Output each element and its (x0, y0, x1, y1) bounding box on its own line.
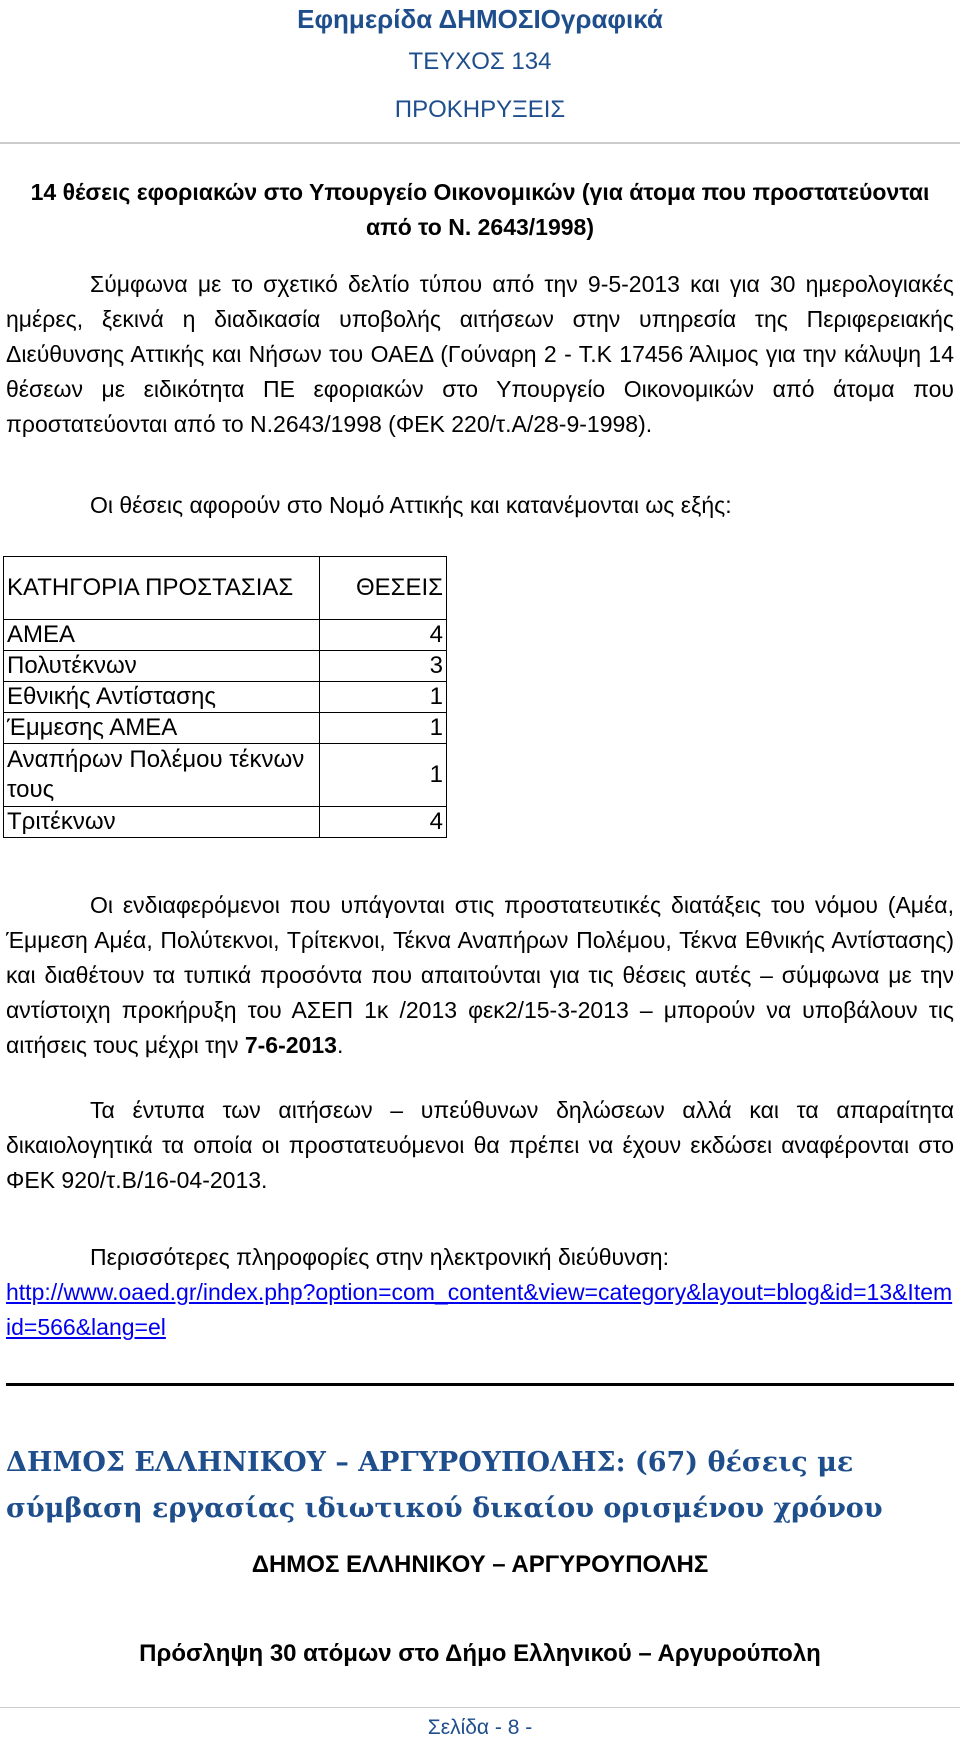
article2-subtitle: ΔΗΜΟΣ ΕΛΛΗΝΙΚΟΥ – ΑΡΓΥΡΟΥΠΟΛΗΣ (251, 1551, 709, 1578)
table-row (4, 713, 447, 744)
row-positions: 4 (320, 620, 447, 651)
header-category: ΚΑΤΗΓΟΡΙΑ ΠΡΟΣΤΑΣΙΑΣ (4, 557, 320, 620)
more-info-text: Περισσότερες πληροφορίες στην ηλεκτρονική διεύθυνση: (90, 1244, 669, 1270)
table-header-row (4, 557, 447, 620)
row-positions: 3 (320, 651, 447, 682)
table-row (4, 682, 447, 713)
deadline-date: 7-6-2013 (244, 1032, 337, 1058)
row-positions: 1 (320, 682, 447, 713)
oaed-link[interactable]: http://www.oaed.gr/index.php?option=com_content&view=category&layout=blog&id=13&Itemid=566&lang=el (6, 1279, 953, 1340)
table-row (4, 807, 447, 838)
issue-number: ΤΕΥΧΟΣ 134 (408, 48, 552, 75)
table-row (4, 651, 447, 682)
table-row (4, 744, 447, 807)
section-name: ΠΡΟΚΗΡΥΞΕΙΣ (394, 96, 566, 123)
distribution-text: Οι θέσεις αφορούν στο Νομό Αττικής και κατανέμονται ως εξής: (90, 492, 732, 518)
table-row (4, 620, 447, 651)
article2-hiring-line: Πρόσληψη 30 ατόμων στο Δήμο Ελληνικού – Αργυρούπολη (139, 1640, 821, 1667)
forms-text: Τα έντυπα των αιτήσεων – υπεύθυνων δηλώσεων αλλά και τα απαραίτητα δικαιολογητικά τα οποία οι προστατευόμενοι θα πρέπει να έχουν εκδώσει αναφέρονται στο ΦΕΚ 920/τ.Β/16-04-2013. (6, 1097, 954, 1193)
footer-divider (0, 1707, 960, 1708)
positions-table (3, 556, 447, 838)
article1-title: 14 θέσεις εφοριακών στο Υπουργείο Οικονομικών (για άτομα που προστατεύονται από το Ν. 2643/1998) (30, 179, 930, 240)
article2-title: ΔΗΜΟΣ ΕΛΛΗΝΙΚΟΥ – ΑΡΓΥΡΟΥΠΟΛΗΣ: (67) θέσεις με σύμβαση εργασίας ιδιωτικού δικαίου ορισμένου χρόνου (6, 1447, 883, 1524)
header-divider (0, 142, 960, 144)
deadline-suffix: . (336, 1032, 344, 1058)
row-category: Πολυτέκνων (4, 651, 320, 682)
page-number: Σελίδα - 8 - (427, 1716, 533, 1739)
eligibility-body: Οι ενδιαφερόμενοι που υπάγονται στις προστατευτικές διατάξεις του νόμου (Αμέα, Έμμεση Αμέα, Πολύτεκνοι, Τρίτεκνοι, Τέκνα Αναπήρων Πολέμου, Τέκνα Εθνικής Αντίστασης) και διαθέτουν τα τυπικά προσόντα που απαιτούνται για τις θέσεις αυτές – σύμφωνα με την αντίστοιχη προκήρυξη του ΑΣΕΠ 1κ /2013 φεκ2/15-3-2013 – μπορούν να υποβάλουν τις αιτήσεις τους μέχρι την (6, 892, 954, 1058)
row-positions: 1 (320, 744, 447, 807)
row-category: Εθνικής Αντίστασης (4, 682, 320, 713)
section-separator (6, 1383, 954, 1386)
row-category: Αναπήρων Πολέμου τέκνων τους (4, 744, 320, 807)
header-positions: ΘΕΣΕΙΣ (320, 557, 447, 620)
row-positions: 4 (320, 807, 447, 838)
publication-title: Εφημερίδα ΔΗΜΟΣΙΟγραφικά (297, 4, 663, 34)
row-category: Έμμεσης ΑΜΕΑ (4, 713, 320, 744)
row-category: ΑΜΕΑ (4, 620, 320, 651)
eligibility-text (6, 888, 954, 1063)
article1-intro: Σύμφωνα με το σχετικό δελτίο τύπου από την 9-5-2013 και για 30 ημερολογιακές ημέρες, ξεκινά η διαδικασία υποβολής αιτήσεων στην υπηρεσία της Περιφερειακής Διεύθυνσης Αττικής και Νήσων του ΟΑΕΔ (Γούναρη 2 - Τ.Κ 17456 Άλιμος για την κάλυψη 14 θέσεων με ειδικότητα ΠΕ εφοριακών στο Υπουργείο Οικονομικών από άτομα που προστατεύονται από το Ν.2643/1998 (ΦΕΚ 220/τ.Α/28-9-1998). (6, 271, 954, 437)
row-category: Τριτέκνων (4, 807, 320, 838)
row-positions: 1 (320, 713, 447, 744)
